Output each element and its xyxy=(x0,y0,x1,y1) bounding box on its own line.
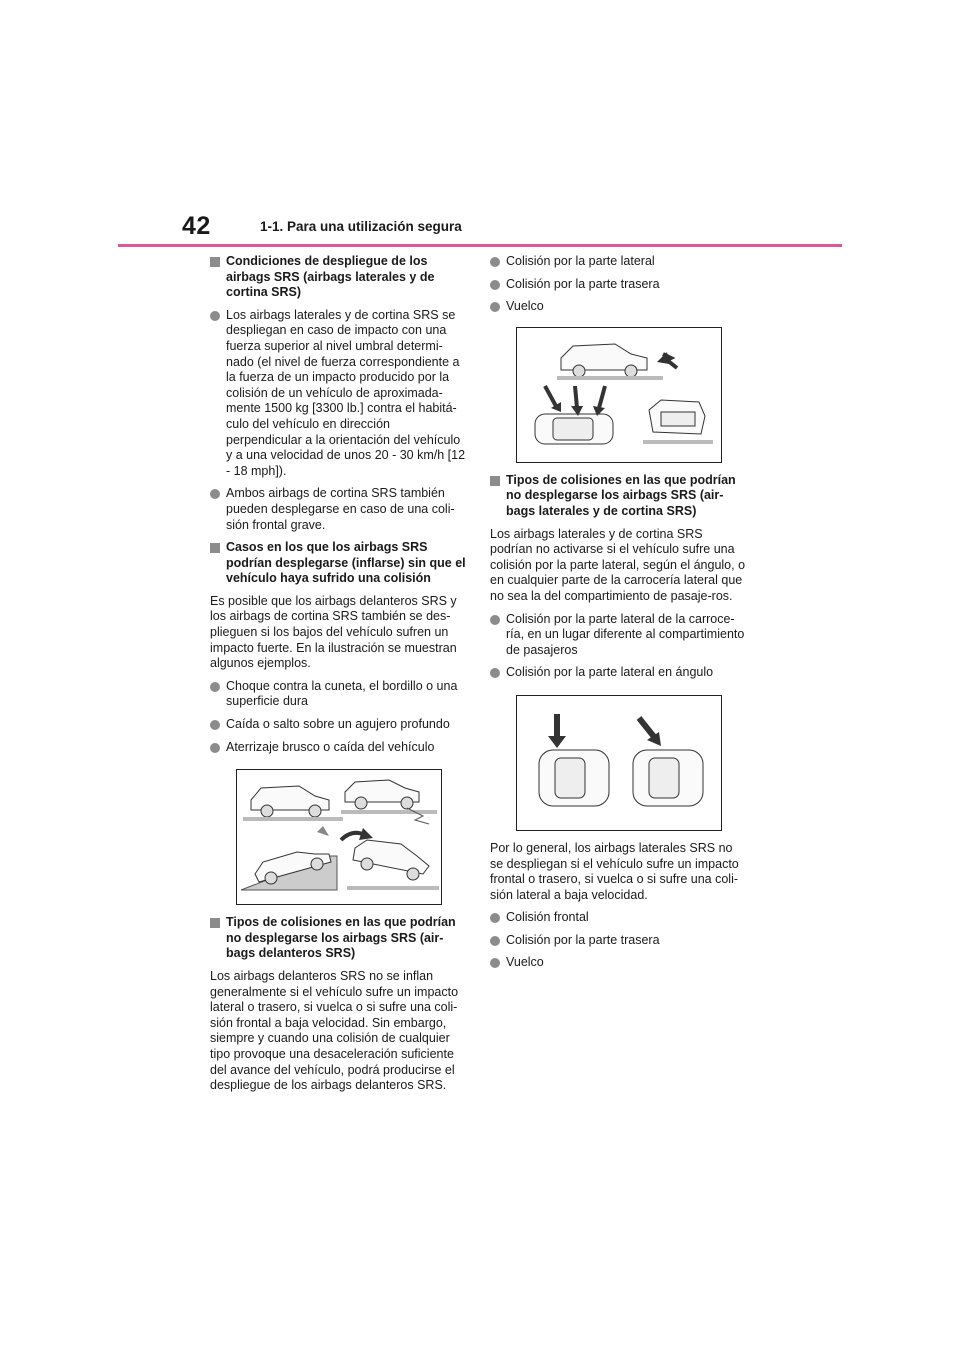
bullet-item xyxy=(490,277,746,293)
heading-side-no-deploy xyxy=(490,473,746,520)
bullet-text: Los airbags laterales y de cortina SRS se despliegan en caso de impacto con una fuerza superior al nivel umbral determi-nado (el nivel de fuerza correspondiente a la fuerza de un impacto producido por la colisión de un vehículo de aproximada-mente 1500 kg [3300 lb.] contra el habitá-culo del vehículo en dirección perpendicular a la orientación del vehículo y a una velocidad de unos 20 - 30 km/h [12 - 18 mph]). xyxy=(226,307,466,478)
car-rear-impact-icon xyxy=(561,344,647,377)
bullet-text: Choque contra la cuneta, el bordillo o una superficie dura xyxy=(226,678,458,709)
gray-square-icon xyxy=(210,918,220,928)
bullet-item xyxy=(210,486,466,533)
heading-text: Condiciones de despliegue de los airbags SRS (airbags laterales y de cortina SRS) xyxy=(226,254,435,300)
paragraph: Por lo general, los airbags laterales SRS no se despliegan si el vehículo sufre un impacto frontal o trasero, si vuelca o si sufre una coli-sión lateral a baja velocidad. xyxy=(490,840,739,902)
paragraph: Los airbags laterales y de cortina SRS podrían no activarse si el vehículo sufre una colisión por la parte lateral, según el ángulo, o en cualquier parte de la carrocería lateral que no sea la del compartimiento de pasaje-ros. xyxy=(490,526,746,603)
right-column xyxy=(490,254,746,978)
bullet-text: Colisión frontal xyxy=(506,910,589,925)
header-rule xyxy=(118,244,842,247)
bullet-item xyxy=(490,254,746,270)
heading-text: Tipos de colisiones en las que podrían no desplegarse los airbags SRS (air-bags delanteros SRS) xyxy=(226,915,456,961)
bullet-text: Colisión por la parte lateral de la carroce-ría, en un lugar diferente al compartimiento de pasajeros xyxy=(506,611,745,657)
gray-circle-icon xyxy=(490,257,500,267)
bullet-item xyxy=(490,665,746,681)
page-number: 42 xyxy=(182,212,211,240)
car-top-view-icon xyxy=(535,414,613,444)
heading-frontal-no-deploy xyxy=(210,915,466,962)
bullet-item xyxy=(210,308,466,480)
paragraph: Es posible que los airbags delanteros SRS y los airbags de cortina SRS también se des-plieguen si los bajos del vehículo sufren un impacto fuerte. En la ilustración se muestran algunos ejemplos. xyxy=(210,593,457,671)
gray-circle-icon xyxy=(210,720,220,730)
gray-circle-icon xyxy=(490,302,500,312)
illustration-underbody-impacts xyxy=(236,769,442,905)
car-top-view-icon xyxy=(539,750,609,806)
bullet-text: Vuelco xyxy=(506,299,544,314)
gray-circle-icon xyxy=(210,682,220,692)
heading-text: Casos en los que los airbags SRS podrían desplegarse (inflarse) sin que el vehículo haya sufrido una colisión xyxy=(226,540,466,586)
bullet-text: Aterrizaje brusco o caída del vehículo xyxy=(226,739,435,754)
gray-circle-icon xyxy=(490,958,500,968)
gray-circle-icon xyxy=(210,489,220,499)
paragraph: Los airbags delanteros SRS no se inflan generalmente si el vehículo sufre un impacto lateral o trasero, si vuelca o si sufre una coli-sión frontal a baja velocidad. Sin embargo, siempre y cuando una colisión de cualquier tipo provoque una desaceleración suficiente del avance del vehículo, podrá producirse el despliegue de los airbags delanteros SRS. xyxy=(210,969,459,1093)
illustration-side-rear-rollover xyxy=(516,327,722,463)
heading-deploy-without-collision xyxy=(210,540,466,587)
bullet-item xyxy=(210,717,466,733)
gray-circle-icon xyxy=(210,743,220,753)
bullet-text: Ambos airbags de cortina SRS también pueden desplegarse en caso de una coli-sión frontal grave. xyxy=(226,486,455,532)
bullet-item xyxy=(490,955,746,971)
car-curb-icon xyxy=(251,786,329,817)
bullet-item xyxy=(490,299,746,315)
car-pit-icon xyxy=(345,780,419,809)
gray-square-icon xyxy=(210,543,220,553)
bullet-text: Colisión por la parte trasera xyxy=(506,276,660,291)
bullet-item xyxy=(490,910,746,926)
gray-circle-icon xyxy=(490,913,500,923)
car-rollover-icon xyxy=(649,400,705,434)
bullet-item xyxy=(490,612,746,659)
section-title: 1-1. Para una utilización segura xyxy=(260,219,462,234)
heading-deployment-conditions xyxy=(210,254,466,301)
bullet-item xyxy=(490,933,746,949)
left-column xyxy=(210,254,466,1101)
gray-square-icon xyxy=(210,257,220,267)
gray-circle-icon xyxy=(490,936,500,946)
bullet-text: Caída o salto sobre un agujero profundo xyxy=(226,717,450,732)
bullet-text: Colisión por la parte lateral en ángulo xyxy=(506,665,714,680)
car-top-view-icon xyxy=(633,750,703,806)
gray-circle-icon xyxy=(490,668,500,678)
bullet-item xyxy=(210,740,466,756)
bullet-text: Colisión por la parte trasera xyxy=(506,932,660,947)
heading-text: Tipos de colisiones en las que podrían no desplegarse los airbags SRS (air-bags laterales y de cortina SRS) xyxy=(506,472,736,518)
gray-square-icon xyxy=(490,476,500,486)
gray-circle-icon xyxy=(210,311,220,321)
gray-circle-icon xyxy=(490,615,500,625)
bullet-text: Colisión por la parte lateral xyxy=(506,254,655,268)
illustration-side-angle-impacts xyxy=(516,695,722,831)
bullet-text: Vuelco xyxy=(506,955,544,970)
bullet-item xyxy=(210,679,466,710)
gray-circle-icon xyxy=(490,280,500,290)
car-landing-icon xyxy=(353,840,429,880)
